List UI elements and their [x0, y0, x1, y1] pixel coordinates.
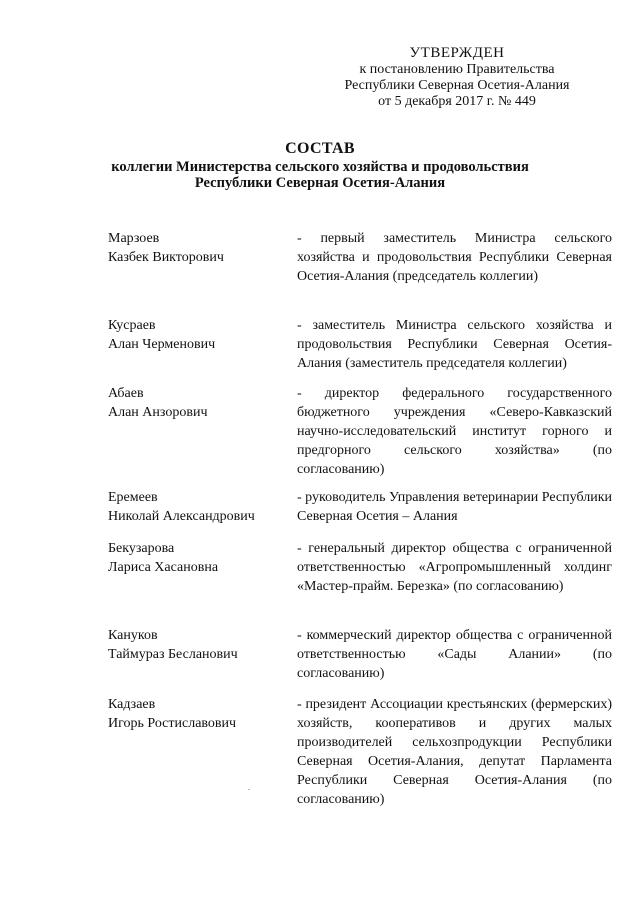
member-name: [108, 384, 288, 422]
member-surname: Абаев: [108, 386, 144, 401]
title-line-1: коллегии Министерства сельского хозяйства и продовольствия: [111, 159, 529, 175]
member-given-name: Игорь Ростиславович: [108, 716, 237, 731]
member-role: - директор федерального государственного бюджетного учреждения «Северо-Кавказский научно-исследовательский институт горного и предгорного сельского хозяйства» (по согласованию): [297, 386, 612, 477]
member-role: - первый заместитель Министра сельского хозяйства и продовольствия Республики Северная Осетия-Алания (председатель коллегии): [297, 231, 612, 284]
member-surname: Кусраев: [108, 318, 156, 333]
approval-line-1: к постановлению Правительства: [359, 62, 555, 77]
member-given-name: Лариса Хасановна: [108, 560, 219, 575]
scan-speck: [248, 789, 250, 790]
member-role: - заместитель Министра сельского хозяйства и продовольствия Республики Северная Осетия-Алания (заместитель председателя коллегии): [297, 318, 612, 371]
member-name: [108, 695, 288, 733]
title-line-2: Республики Северная Осетия-Алания: [194, 175, 446, 191]
member-surname: Кадзаев: [108, 697, 156, 712]
member-surname: Марзоев: [108, 231, 160, 246]
member-given-name: Алан Анзорович: [108, 405, 208, 420]
member-given-name: Алан Черменович: [108, 337, 216, 352]
member-surname: Бекузарова: [108, 541, 175, 556]
member-role: - генеральный директор общества с ограниченной ответственностью «Агропромышленный холдинг «Мастер-прайм. Березка» (по согласованию): [297, 541, 612, 594]
member-name: [108, 488, 288, 526]
member-role: - коммерческий директор общества с ограниченной ответственностью «Сады Алании» (по согласованию): [297, 628, 612, 681]
title-heading: СОСТАВ: [285, 140, 355, 157]
member-surname: Кануков: [108, 628, 158, 643]
approval-line-2: Республики Северная Осетия-Алания: [344, 78, 570, 93]
approval-line-3: от 5 декабря 2017 г. № 449: [378, 94, 536, 109]
member-given-name: Таймураз Бесланович: [108, 647, 238, 662]
member-role: - президент Ассоциации крестьянских (фермерских) хозяйств, кооперативов и других малых производителей сельхозпродукции Республики Северная Осетия-Алания, депутат Парламента Республики Северная Осетия-Алания (по согласованию): [297, 697, 612, 807]
member-role: - руководитель Управления ветеринарии Республики Северная Осетия – Алания: [297, 490, 612, 524]
approval-title: УТВЕРЖДЕН: [409, 45, 505, 61]
member-surname: Еремеев: [108, 490, 158, 505]
member-name: [108, 539, 288, 577]
member-name: [108, 626, 288, 664]
member-name: [108, 316, 288, 354]
member-given-name: Казбек Викторович: [108, 250, 224, 265]
member-given-name: Николай Александрович: [108, 509, 255, 524]
member-name: [108, 229, 288, 267]
